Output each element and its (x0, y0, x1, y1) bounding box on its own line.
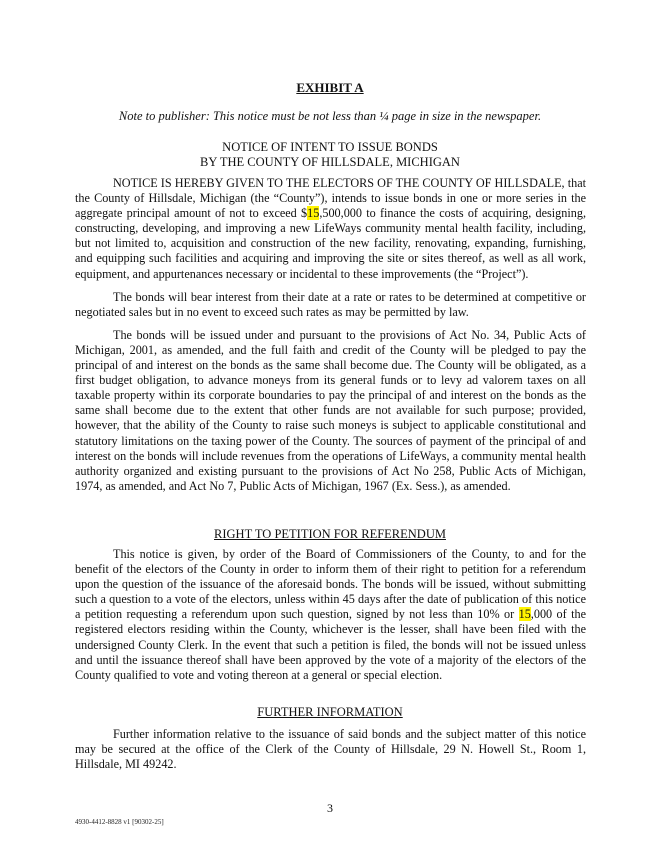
highlighted-elector-count: 15 (518, 607, 531, 622)
paragraph-bond-provisions: The bonds will be issued under and pursuant to the provisions of Act No. 34, Public Acts of Michigan, 2001, as amended, and the full faith and credit of the County will be pledged to pay the principal of and interest on the bonds as the same shall become due. The County will be obligated, as a first budget obligation, to advance moneys from its general funds or to levy ad valorem taxes on all taxable property within its corporate boundaries to pay the principal of and interest on the bonds as the same shall become due to the extent that other funds are not available for such purpose; provided, however, that the ability of the County to raise such moneys is subject to applicable constitutional and statutory limitations on the taxing power of the County. The sources of payment of the principal of and interest on the bonds will include revenues from the operations of LifeWays, a community mental health authority organized and existing pursuant to the provisions of Act No 258, Public Acts of Michigan, 1974, as amended, and Act No 7, Public Acts of Michigan, 1967 (Ex. Sess.), as amended. (75, 327, 586, 493)
paragraph-1-text-a: NOTICE IS HEREBY GIVEN TO THE ELECTORS OF THE COUNTY OF HILLSDALE, that the County of Hillsdale, Michigan (the “County”), intends to issue bonds in one or more series in the aggregate principal amount of not to exceed $ (75, 176, 586, 221)
paragraph-4-text-b: ,000 of the registered electors residing within the County, whichever is the lesser, shall have been filed with the undersigned County Clerk. In the event that such a petition is filed, the bonds will not be issued unless and until the issuance thereof shall have been approved by the vote of a majority of the electors of the County qualified to vote and voting thereon at a general or special election. (75, 607, 586, 682)
highlighted-amount: 15 (307, 206, 320, 221)
page-number: 3 (327, 801, 333, 815)
notice-title-line-1: NOTICE OF INTENT TO ISSUE BONDS (222, 140, 438, 154)
notice-body-section-2 (75, 547, 586, 683)
exhibit-title: EXHIBIT A (296, 80, 364, 95)
notice-title (0, 140, 660, 170)
heading-right-to-petition: RIGHT TO PETITION FOR REFERENDUM (214, 527, 446, 541)
notice-body-section-1 (75, 176, 586, 494)
document-id: 4930-4412-8828 v1 [90302-25] (75, 818, 164, 826)
paragraph-referendum (75, 547, 586, 683)
paragraph-4-text-a: This notice is given, by order of the Board of Commissioners of the County, to and for the benefit of the electors of the County in order to inform them of their right to petition for a referendum upon the question of the issuance of the aforesaid bonds. The bonds will be issued, without submitting such a question to a vote of the electors, unless within 45 days after the date of publication of this notice a petition requesting a referendum upon such question, signed by not less than 10% or (75, 547, 586, 622)
notice-title-line-2: BY THE COUNTY OF HILLSDALE, MICHIGAN (200, 155, 460, 169)
publisher-note: Note to publisher: This notice must be not less than ¼ page in size in the newspaper. (118, 109, 542, 123)
paragraph-1-text-b: ,500,000 to finance the costs of acquiring, designing, constructing, developing, and improving a new LifeWays community mental health facility, including, but not limited to, acquisition and construction of the new facility, renovating, expanding, furnishing, and equipping such facilities and acquiring and improving the site or sites thereof, as well as all work, equipment, and appurtenances necessary or incidental to these improvements (the “Project”). (75, 206, 586, 281)
heading-further-information: FURTHER INFORMATION (257, 705, 403, 719)
notice-body-section-3 (75, 727, 586, 772)
paragraph-interest: The bonds will bear interest from their date at a rate or rates to be determined at competitive or negotiated sales but in no event to exceed such rates as may be permitted by law. (75, 289, 586, 319)
paragraph-notice-given (75, 176, 586, 282)
paragraph-further-information: Further information relative to the issuance of said bonds and the subject matter of this notice may be secured at the office of the Clerk of the County of Hillsdale, 29 N. Howell St., Room 1, Hillsdale, MI 49242. (75, 727, 586, 772)
